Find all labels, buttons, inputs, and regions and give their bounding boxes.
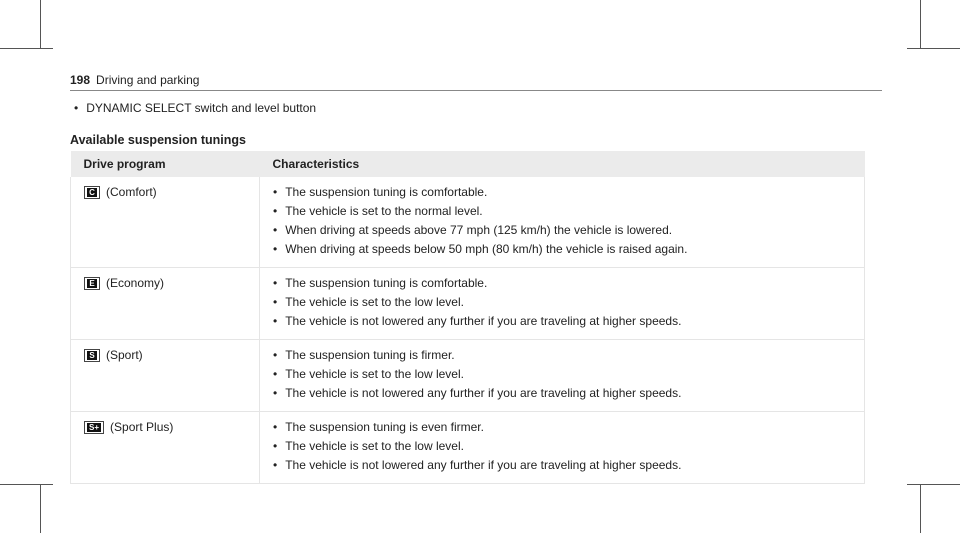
table-row	[71, 268, 865, 340]
characteristic-item: • The vehicle is set to the low level.	[273, 293, 864, 312]
characteristic-item: • The suspension tuning is firmer.	[273, 346, 864, 365]
characteristic-item: • The suspension tuning is comfortable.	[273, 274, 864, 293]
badge-letter: C	[87, 188, 97, 197]
characteristic-item: • The vehicle is set to the low level.	[273, 365, 864, 384]
drive-program-cell	[71, 412, 260, 484]
table-row	[71, 177, 865, 268]
characteristics-cell	[260, 177, 865, 268]
drive-program-cell	[71, 177, 260, 268]
badge-letter: S+	[89, 423, 100, 433]
crop-mark	[907, 48, 960, 49]
drive-program-name: (Economy)	[106, 276, 165, 290]
section-title: Driving and parking	[96, 73, 200, 87]
characteristic-item: • The suspension tuning is even firmer.	[273, 418, 864, 437]
characteristic-item: • The vehicle is set to the low level.	[273, 437, 864, 456]
characteristic-item: • The vehicle is set to the normal level.	[273, 202, 864, 221]
drive-program-name: (Comfort)	[106, 185, 157, 199]
table-row	[71, 340, 865, 412]
characteristic-item: • The vehicle is not lowered any further if you are traveling at higher speeds.	[273, 384, 864, 403]
drive-program-cell	[71, 268, 260, 340]
crop-mark	[920, 0, 921, 48]
crop-mark	[907, 484, 960, 485]
header-divider	[70, 90, 882, 91]
characteristic-item: • The vehicle is not lowered any further if you are traveling at higher speeds.	[273, 456, 864, 475]
drive-program-icon	[84, 421, 104, 434]
characteristic-item: • When driving at speeds below 50 mph (80 km/h) the vehicle is raised again.	[273, 240, 864, 259]
intro-bullet: • DYNAMIC SELECT switch and level button	[74, 101, 317, 115]
badge-letter: E	[87, 279, 97, 288]
characteristic-item: • The suspension tuning is comfortable.	[273, 183, 864, 202]
table-row	[71, 412, 865, 484]
column-header: Drive program	[71, 151, 260, 177]
section-heading: Available suspension tunings	[70, 133, 246, 147]
drive-program-name: (Sport Plus)	[110, 420, 174, 434]
column-header: Characteristics	[260, 151, 865, 177]
page-number: 198	[70, 73, 91, 87]
suspension-table	[70, 151, 865, 484]
page-header	[70, 73, 199, 87]
drive-program-icon	[84, 186, 100, 199]
characteristic-item: • The vehicle is not lowered any further if you are traveling at higher speeds.	[273, 312, 864, 331]
drive-program-name: (Sport)	[106, 348, 143, 362]
characteristics-cell	[260, 340, 865, 412]
characteristics-cell	[260, 268, 865, 340]
crop-mark	[0, 484, 53, 485]
drive-program-cell	[71, 340, 260, 412]
characteristic-item: • When driving at speeds above 77 mph (125 km/h) the vehicle is lowered.	[273, 221, 864, 240]
crop-mark	[40, 0, 41, 48]
crop-mark	[40, 485, 41, 533]
crop-mark	[0, 48, 53, 49]
intro-bullet-text: DYNAMIC SELECT switch and level button	[86, 101, 317, 115]
characteristics-cell	[260, 412, 865, 484]
drive-program-icon	[84, 277, 100, 290]
crop-mark	[920, 485, 921, 533]
drive-program-icon	[84, 349, 100, 362]
badge-letter: S	[87, 351, 97, 360]
